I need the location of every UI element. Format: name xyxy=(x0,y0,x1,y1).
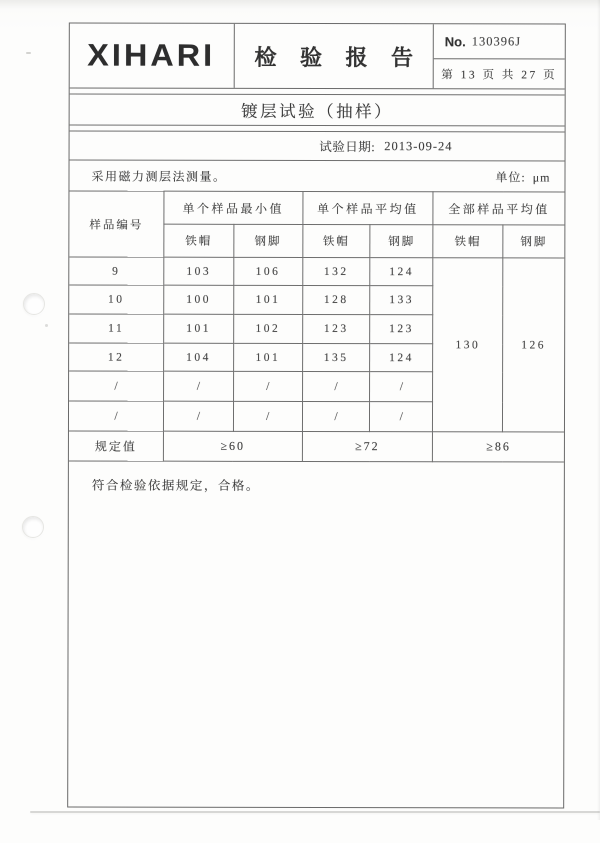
cell-value: 102 xyxy=(233,314,302,343)
report-number-cell xyxy=(434,24,565,88)
cell-sample: / xyxy=(69,401,164,431)
table-row xyxy=(69,257,564,286)
cell-sample: 12 xyxy=(69,343,164,371)
scan-speck xyxy=(26,52,31,54)
cell-value: / xyxy=(302,371,370,401)
report-number-row xyxy=(434,24,565,59)
cell-value: / xyxy=(233,401,302,431)
report-no-value: 130396J xyxy=(471,33,522,48)
measurement-table-wrap xyxy=(69,190,565,461)
cell-value: 135 xyxy=(302,343,370,371)
unit-wrap xyxy=(495,168,550,185)
cell-value: 128 xyxy=(302,285,370,314)
cell-value: / xyxy=(370,402,433,432)
cell-overall-cap: 130 xyxy=(433,258,503,432)
header-sample-no: 样品编号 xyxy=(69,191,164,257)
subheader-pin: 钢脚 xyxy=(234,224,303,257)
cell-value: 101 xyxy=(233,343,302,371)
cell-sample: 11 xyxy=(69,314,164,343)
report-no-label: No. xyxy=(444,33,466,49)
cell-value: 101 xyxy=(234,285,303,314)
method-note: 采用磁力测层法测量。 xyxy=(91,169,227,184)
spec-label: 规定值 xyxy=(69,431,164,461)
cell-value: / xyxy=(302,401,370,431)
table-group-header-row xyxy=(69,191,564,225)
test-date-value: 2013-09-24 xyxy=(384,138,453,153)
cell-value: / xyxy=(370,372,433,402)
report-title: 检 验 报 告 xyxy=(254,44,423,70)
cell-value: 124 xyxy=(370,344,433,372)
header-group-avg: 单个样品平均值 xyxy=(303,191,434,224)
header-group-min: 单个样品最小值 xyxy=(164,191,303,224)
method-row xyxy=(69,160,564,191)
spec-overall: ≥86 xyxy=(433,432,564,462)
cell-value: 133 xyxy=(370,286,433,315)
logo-cell xyxy=(70,23,235,87)
paper-bottom-edge xyxy=(30,811,600,813)
cell-value: 100 xyxy=(164,285,234,314)
subject-title-row xyxy=(70,93,565,126)
cell-value: / xyxy=(233,371,302,401)
conclusion-area xyxy=(68,460,564,809)
cell-value: / xyxy=(164,371,234,401)
cell-value: 123 xyxy=(302,314,370,343)
test-date-row xyxy=(70,130,565,161)
page-indicator: 第 13 页 共 27 页 xyxy=(441,68,558,82)
xihari-logo: XIHARI xyxy=(87,37,216,73)
test-date-label: 试验日期: xyxy=(319,140,376,155)
unit-value: μm xyxy=(532,169,551,184)
cell-value: 106 xyxy=(234,257,303,285)
report-title-cell xyxy=(235,24,434,88)
subheader-pin: 钢脚 xyxy=(503,225,565,258)
cell-value: / xyxy=(163,401,233,431)
subheader-cap: 铁帽 xyxy=(302,224,370,257)
unit-label: 单位: xyxy=(495,169,526,184)
subheader-cap: 铁帽 xyxy=(164,224,234,257)
conclusion-text: 符合检验依据规定，合格。 xyxy=(91,478,260,493)
report-frame xyxy=(67,22,566,808)
cell-value: 132 xyxy=(302,257,370,285)
cell-overall-pin: 126 xyxy=(503,258,565,432)
subheader-pin: 钢脚 xyxy=(370,225,433,258)
cell-value: 101 xyxy=(164,314,234,343)
cell-sample: 10 xyxy=(69,285,164,314)
subheader-cap: 铁帽 xyxy=(433,225,503,258)
spec-min: ≥60 xyxy=(163,431,302,461)
cell-value: 124 xyxy=(370,258,433,286)
spec-avg: ≥72 xyxy=(302,431,433,461)
punch-hole-bottom xyxy=(22,516,44,538)
punch-hole-top xyxy=(23,293,45,315)
cell-sample: / xyxy=(69,371,164,401)
cell-value: 103 xyxy=(164,257,234,285)
cell-value: 123 xyxy=(370,315,433,344)
scan-speck xyxy=(45,324,48,327)
spec-row xyxy=(69,431,564,462)
measurement-table xyxy=(69,190,565,462)
cell-value: 104 xyxy=(164,343,234,371)
subject-title: 镀层试验（抽样） xyxy=(241,101,394,122)
cell-sample: 9 xyxy=(69,257,164,285)
report-header xyxy=(70,23,565,89)
header-group-overall: 全部样品平均值 xyxy=(433,192,564,225)
